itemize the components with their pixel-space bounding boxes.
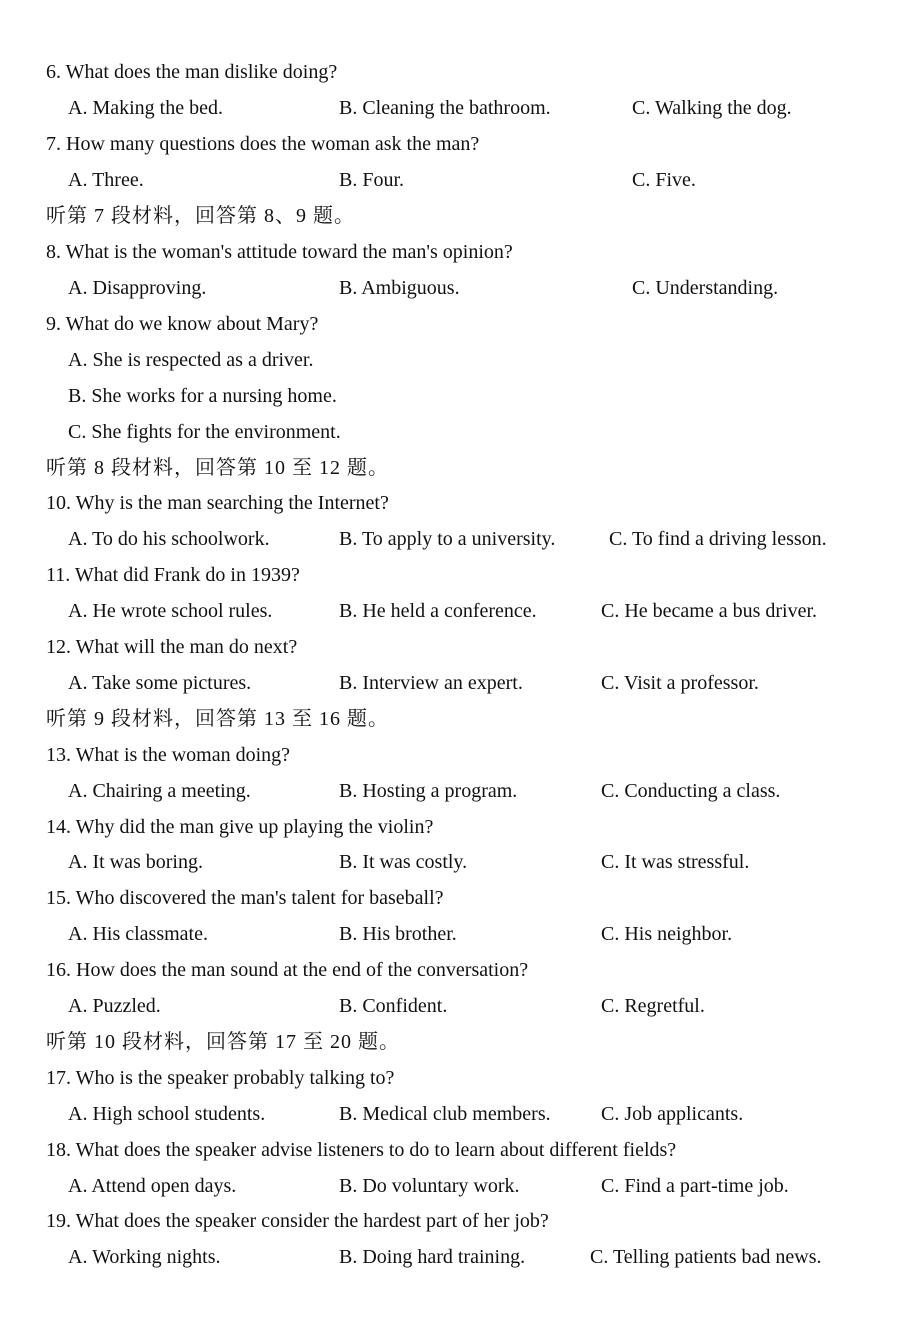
question-16-options bbox=[0, 993, 900, 1019]
option-b: B. It was costly. bbox=[339, 851, 468, 873]
question-9-option-a: A. She is respected as a driver. bbox=[68, 349, 314, 371]
option-b: B. He held a conference. bbox=[339, 600, 537, 622]
option-a: A. Puzzled. bbox=[68, 995, 161, 1017]
question-16-stem: 16. How does the man sound at the end of the conversation? bbox=[46, 959, 529, 981]
option-b: B. His brother. bbox=[339, 923, 457, 945]
option-b: B. To apply to a university. bbox=[339, 528, 556, 550]
question-18-stem: 18. What does the speaker advise listeners to do to learn about different fields? bbox=[46, 1139, 677, 1161]
option-a: A. Three. bbox=[68, 169, 144, 191]
option-c: C. Five. bbox=[632, 169, 696, 191]
question-9-option-c: C. She fights for the environment. bbox=[68, 421, 341, 443]
section-8-instruction: 听第 8 段材料，回答第 10 至 12 题。 bbox=[46, 457, 389, 479]
question-6-stem: 6. What does the man dislike doing? bbox=[46, 61, 338, 83]
option-b: B. Cleaning the bathroom. bbox=[339, 97, 551, 119]
question-11-options bbox=[0, 598, 900, 624]
question-14-stem: 14. Why did the man give up playing the violin? bbox=[46, 816, 434, 838]
option-c: C. Find a part-time job. bbox=[601, 1175, 789, 1197]
option-b: B. Interview an expert. bbox=[339, 672, 523, 694]
option-b: B. Confident. bbox=[339, 995, 448, 1017]
section-7-instruction: 听第 7 段材料，回答第 8、9 题。 bbox=[46, 205, 355, 227]
option-c: C. Walking the dog. bbox=[632, 97, 792, 119]
question-15-stem: 15. Who discovered the man's talent for baseball? bbox=[46, 887, 444, 909]
question-17-options bbox=[0, 1101, 900, 1127]
question-13-stem: 13. What is the woman doing? bbox=[46, 744, 291, 766]
question-13-options bbox=[0, 778, 900, 804]
option-a: A. Chairing a meeting. bbox=[68, 780, 251, 802]
question-12-stem: 12. What will the man do next? bbox=[46, 636, 298, 658]
option-a: A. Attend open days. bbox=[68, 1175, 237, 1197]
question-7-stem: 7. How many questions does the woman ask the man? bbox=[46, 133, 480, 155]
option-c: C. His neighbor. bbox=[601, 923, 733, 945]
option-a: A. He wrote school rules. bbox=[68, 600, 273, 622]
option-c: C. Visit a professor. bbox=[601, 672, 759, 694]
option-b: B. Ambiguous. bbox=[339, 277, 460, 299]
option-c: C. It was stressful. bbox=[601, 851, 750, 873]
option-c: C. Understanding. bbox=[632, 277, 779, 299]
question-19-options bbox=[0, 1244, 900, 1270]
option-c: C. Telling patients bad news. bbox=[590, 1246, 822, 1268]
option-c: C. Job applicants. bbox=[601, 1103, 744, 1125]
question-17-stem: 17. Who is the speaker probably talking to? bbox=[46, 1067, 395, 1089]
question-8-options bbox=[0, 275, 900, 301]
option-a: A. To do his schoolwork. bbox=[68, 528, 270, 550]
question-9-stem: 9. What do we know about Mary? bbox=[46, 313, 319, 335]
section-9-instruction: 听第 9 段材料，回答第 13 至 16 题。 bbox=[46, 708, 389, 730]
question-10-options bbox=[0, 526, 900, 552]
option-c: C. To find a driving lesson. bbox=[609, 528, 827, 550]
option-b: B. Doing hard training. bbox=[339, 1246, 526, 1268]
option-c: C. He became a bus driver. bbox=[601, 600, 818, 622]
question-8-stem: 8. What is the woman's attitude toward the man's opinion? bbox=[46, 241, 513, 263]
question-11-stem: 11. What did Frank do in 1939? bbox=[46, 564, 300, 586]
section-10-instruction: 听第 10 段材料，回答第 17 至 20 题。 bbox=[46, 1031, 400, 1053]
option-b: B. Do voluntary work. bbox=[339, 1175, 520, 1197]
option-a: A. Take some pictures. bbox=[68, 672, 252, 694]
option-a: A. Disapproving. bbox=[68, 277, 207, 299]
option-c: C. Regretful. bbox=[601, 995, 705, 1017]
option-b: B. Hosting a program. bbox=[339, 780, 518, 802]
option-b: B. Four. bbox=[339, 169, 405, 191]
question-9-option-b: B. She works for a nursing home. bbox=[68, 385, 337, 407]
option-a: A. High school students. bbox=[68, 1103, 266, 1125]
option-a: A. Working nights. bbox=[68, 1246, 221, 1268]
option-b: B. Medical club members. bbox=[339, 1103, 551, 1125]
option-a: A. His classmate. bbox=[68, 923, 208, 945]
question-7-options bbox=[0, 167, 900, 193]
question-19-stem: 19. What does the speaker consider the hardest part of her job? bbox=[46, 1210, 549, 1232]
option-a: A. Making the bed. bbox=[68, 97, 223, 119]
question-6-options bbox=[0, 95, 900, 121]
question-10-stem: 10. Why is the man searching the Internet? bbox=[46, 492, 389, 514]
question-14-options bbox=[0, 849, 900, 875]
option-c: C. Conducting a class. bbox=[601, 780, 781, 802]
option-a: A. It was boring. bbox=[68, 851, 203, 873]
question-15-options bbox=[0, 921, 900, 947]
question-18-options bbox=[0, 1173, 900, 1199]
question-12-options bbox=[0, 670, 900, 696]
